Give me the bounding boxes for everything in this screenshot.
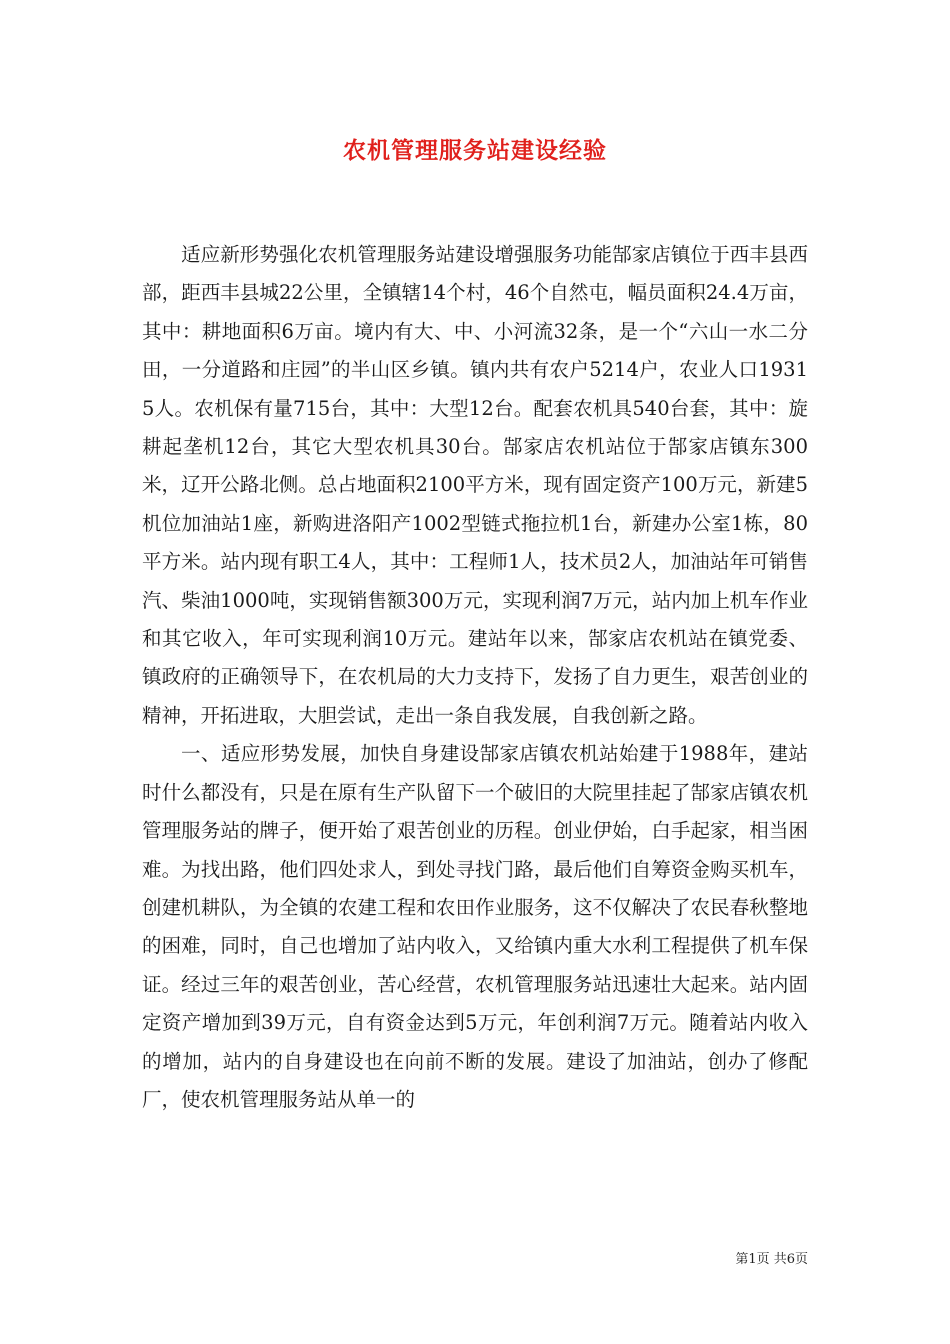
document-title: 农机管理服务站建设经验 [343,137,607,164]
document-body [142,236,808,1119]
page-number: 第1页 共6页 [735,1252,808,1267]
paragraph-intro: 适应新形势强化农机管理服务站建设增强服务功能郜家店镇位于西丰县西部，距西丰县城22公里，全镇辖14个村，46个自然屯，幅员面积24.4万亩，其中：耕地面积6万亩。境内有大、中、小河流32条，是一个“六山一水二分田，一分道路和庄园”的半山区乡镇。镇内共有农户5214户，农业人口19315人。农机保有量715台，其中：大型12台。配套农机具540台套，其中：旋耕起垄机12台，其它大型农机具30台。郜家店农机站位于郜家店镇东300米，辽开公路北侧。总占地面积2100平方米，现有固定资产100万元，新建5机位加油站1座，新购进洛阳产1002型链式拖拉机1台，新建办公室1栋，80平方米。站内现有职工4人，其中：工程师1人，技术员2人，加油站年可销售汽、柴油1000吨，实现销售额300万元，实现利润7万元，站内加上机车作业和其它收入，年可实现利润10万元。建站年以来，郜家店农机站在镇党委、镇政府的正确领导下，在农机局的大力支持下，发扬了自力更生，艰苦创业的精神，开拓进取，大胆尝试，走出一条自我发展，自我创新之路。 [142,243,808,727]
paragraph-section-one: 一、适应形势发展，加快自身建设郜家店镇农机站始建于1988年，建站时什么都没有，只是在原有生产队留下一个破旧的大院里挂起了郜家店镇农机管理服务站的牌子，便开始了艰苦创业的历程。创业伊始，白手起家，相当困难。为找出路，他们四处求人，到处寻找门路，最后他们自筹资金购买机车，创建机耕队，为全镇的农建工程和农田作业服务，这不仅解决了农民春秋整地的困难，同时，自己也增加了站内收入，又给镇内重大水利工程提供了机车保证。经过三年的艰苦创业，苦心经营，农机管理服务站迅速壮大起来。站内固定资产增加到39万元，自有资金达到5万元，年创利润7万元。随着站内收入的增加，站内的自身建设也在向前不断的发展。建设了加油站，创办了修配厂，使农机管理服务站从单一的 [142,742,808,1111]
